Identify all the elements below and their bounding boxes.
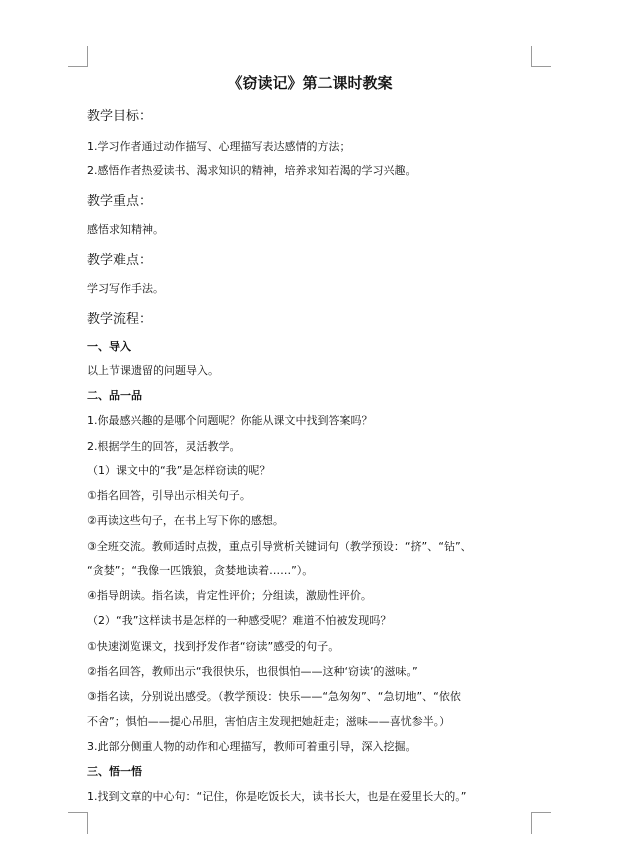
crop-mark-bottom-right-v	[531, 812, 532, 834]
paragraph-line: ③指名读，分别说出感受。（教学预设：快乐——“急匆匆”、“急切地”、“依依	[87, 690, 461, 703]
crop-mark-top-right-h	[531, 66, 551, 67]
section-2-heading: 二、品一品	[87, 389, 142, 402]
heading-key-points: 教学重点：	[87, 194, 153, 209]
heading-difficulties: 教学难点：	[87, 253, 153, 268]
goal-1: 1.学习作者通过动作描写、心理描写表达感情的方法；	[87, 140, 351, 153]
paragraph-line: 1.找到文章的中心句：“记住，你是吃饭长大，读书长大，也是在爱里长大的。”	[87, 790, 467, 803]
crop-mark-top-left-v	[87, 46, 88, 67]
paragraph-line: 1.你最感兴趣的是哪个问题呢？你能从课文中找到答案吗？	[87, 414, 373, 427]
paragraph-line: 2.根据学生的回答，灵活教学。	[87, 440, 241, 453]
paragraph-line: 不舍”；惧怕——提心吊胆，害怕店主发现把她赶走；滋味——喜忧参半。）	[87, 715, 451, 728]
paragraph-line: ②指名回答，教师出示“我很快乐，也很惧怕——这种‘窃读’的滋味。”	[87, 665, 418, 678]
section-1-text: 以上节课遗留的问题导入。	[87, 364, 219, 377]
crop-mark-top-right-v	[531, 46, 532, 67]
crop-mark-bottom-left-v	[87, 812, 88, 834]
paragraph-line: ①快速浏览课文，找到抒发作者“窃读”感受的句子。	[87, 640, 340, 653]
paragraph-line: ②再读这些句子，在书上写下你的感想。	[87, 514, 284, 527]
paragraph-line: ③全班交流。教师适时点拨，重点引导赏析关键词句（教学预设：“挤”、“钻”、	[87, 540, 472, 553]
paragraph-line: （1）课文中的“我”是怎样窃读的呢？	[87, 464, 271, 477]
key-point-text: 感悟求知精神。	[87, 223, 164, 236]
difficulty-text: 学习写作手法。	[87, 282, 164, 295]
heading-teaching-goals: 教学目标：	[87, 109, 153, 124]
crop-mark-bottom-right-h	[531, 812, 551, 813]
paragraph-line: ④指导朗读。指名读，肯定性评价；分组读，激励性评价。	[87, 589, 372, 602]
section-3-heading: 三、悟一悟	[87, 765, 142, 778]
paragraph-line: ①指名回答，引导出示相关句子。	[87, 489, 251, 502]
paragraph-line: （2）“我”这样读书是怎样的一种感受呢？难道不怕被发现吗？	[87, 614, 392, 627]
crop-mark-top-left-h	[68, 66, 88, 67]
goal-2: 2.感悟作者热爱读书、渴求知识的精神，培养求知若渴的学习兴趣。	[87, 164, 417, 177]
document-title: 《窃读记》第二课时教案	[227, 74, 393, 92]
heading-teaching-flow: 教学流程：	[87, 312, 153, 327]
crop-mark-bottom-left-h	[68, 812, 88, 813]
paragraph-line: 3.此部分侧重人物的动作和心理描写，教师可着重引导，深入挖掘。	[87, 740, 417, 753]
paragraph-line: “贪婪”；“我像一匹饿狼，贪婪地读着……”）。	[87, 564, 314, 577]
section-1-heading: 一、导入	[87, 340, 131, 353]
